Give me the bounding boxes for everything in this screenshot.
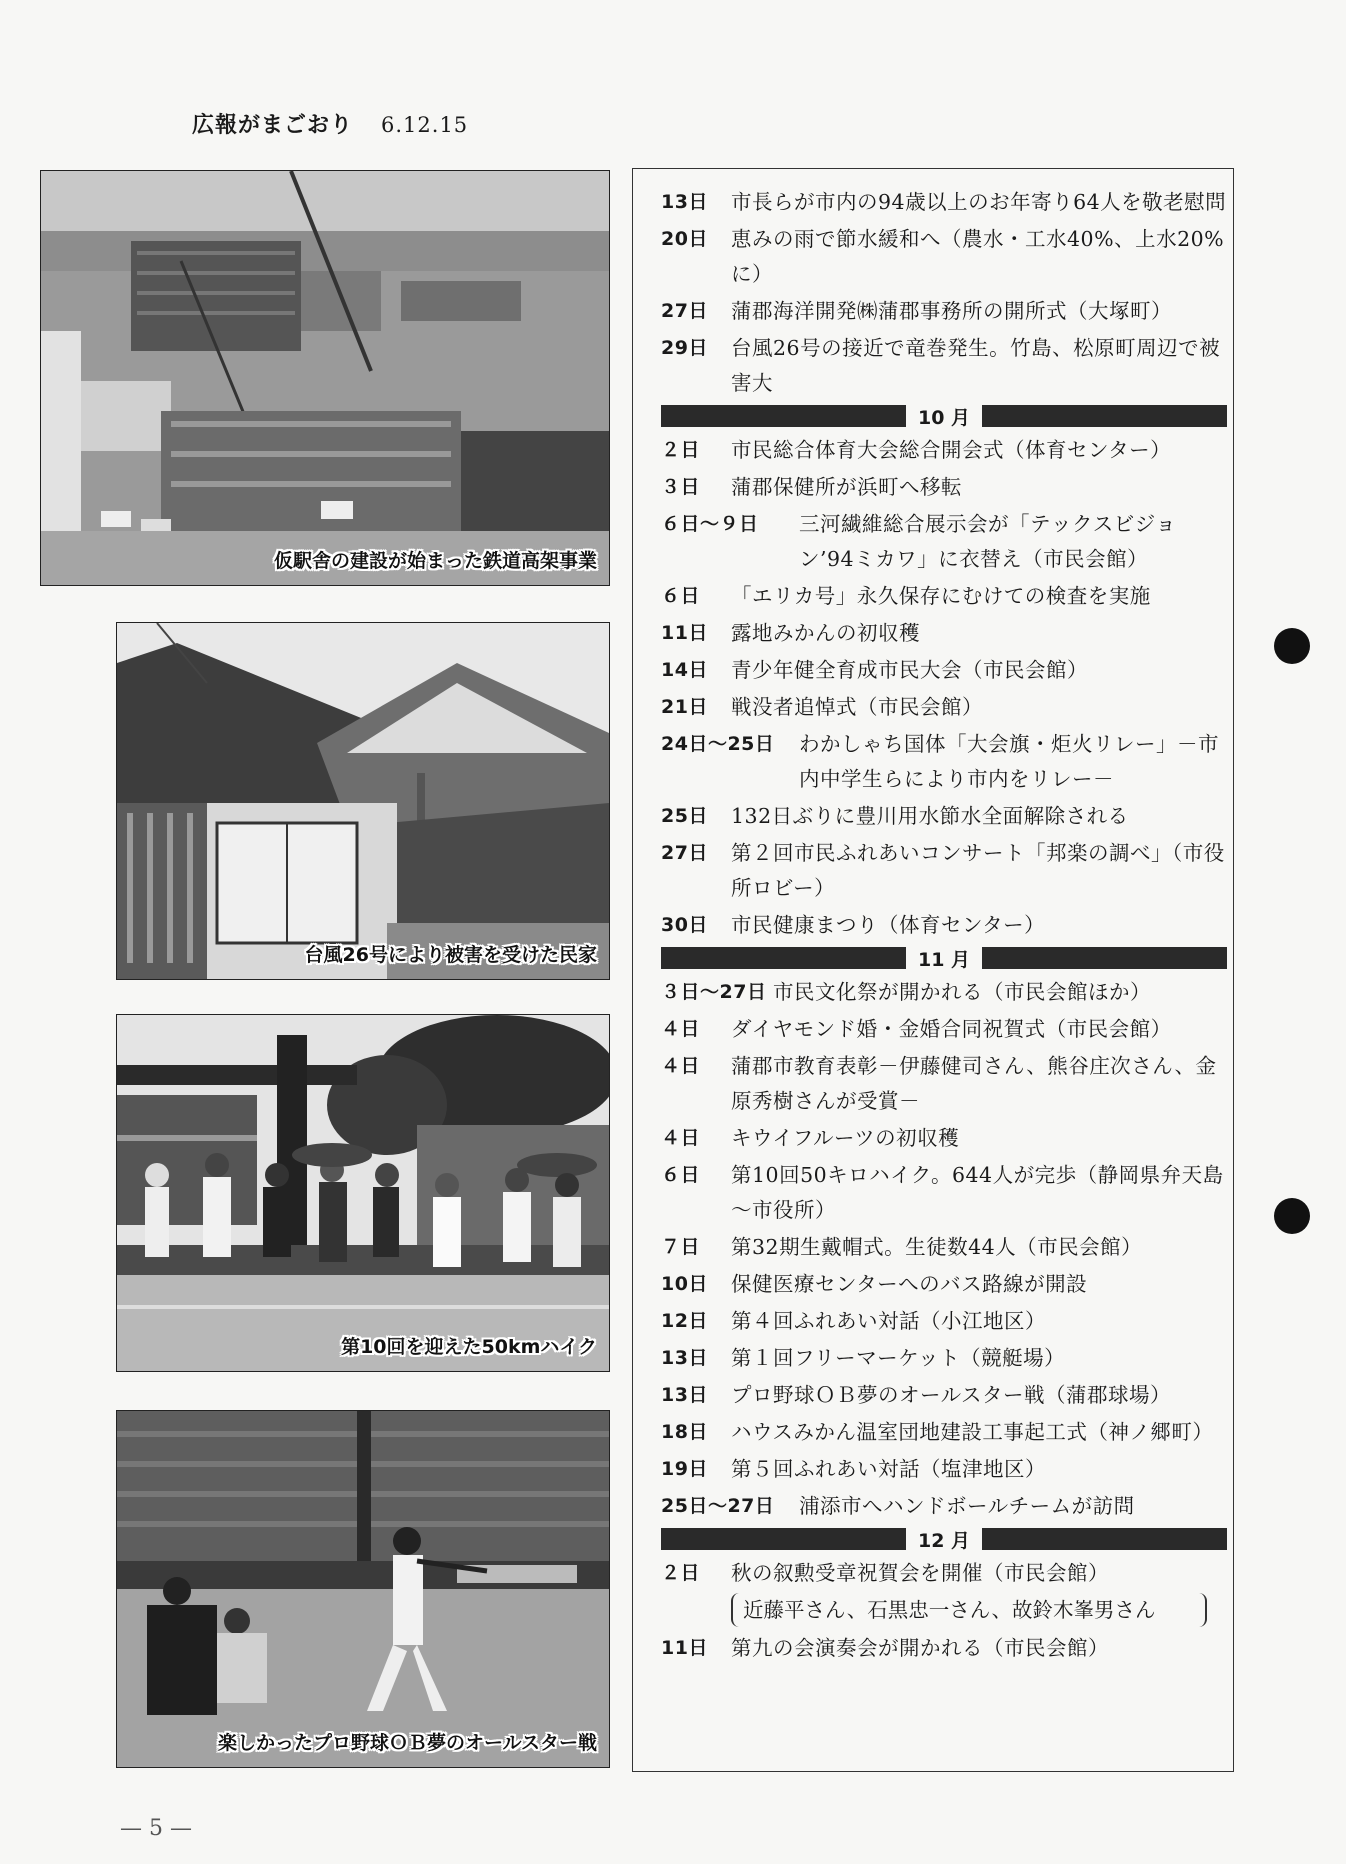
month-bar-right [982,947,1227,969]
photo-caption: 台風26号により被害を受けた民家 [304,944,597,966]
october-entries [661,433,1227,943]
entry-date: ４日 [661,1127,701,1149]
entry-text: わかしゃち国体「大会旗・炬火リレー」－市内中学生らにより市内をリレー－ [799,732,1219,791]
entry-date: ４日 [661,1018,701,1040]
entry-date: 30日 [661,914,708,936]
timeline-entry [661,975,1227,1010]
entry-date: 21日 [661,696,708,718]
timeline-entry [661,908,1227,943]
entry-text: 戦没者追悼式（市民会館） [731,695,983,719]
timeline-entry [661,1304,1227,1339]
timeline-entry [661,1489,1227,1524]
month-header-november [661,945,1227,971]
timeline-entry [661,616,1227,651]
entry-text: 市民文化祭が開かれる（市民会館ほか） [773,980,1151,1004]
entry-text: 第10回50キロハイク。644人が完歩（静岡県弁天島～市役所） [731,1163,1224,1222]
issue-date: 6.12.15 [381,113,469,137]
month-header-december [661,1526,1227,1552]
timeline-entry [661,1452,1227,1487]
binder-hole-top [1274,628,1310,664]
entry-text: 秋の叙勲受章祝賀会を開催（市民会館） [731,1561,1109,1585]
entry-date: 13日 [661,191,708,213]
timeline-entry [661,185,1227,220]
binder-hole-bottom [1274,1198,1310,1234]
entry-date: ７日 [661,1236,701,1258]
entry-text: 台風26号の接近で竜巻発生。竹島、松原町周辺で被害大 [731,336,1221,395]
photo-caption: 第10回を迎えた50kmハイク [341,1336,597,1358]
month-header-october [661,403,1227,429]
entry-text: 保健医療センターへのバス路線が開設 [731,1272,1088,1296]
timeline-entry [661,1631,1227,1666]
entry-text: 浦添市へハンドボールチームが訪問 [799,1494,1135,1518]
entry-text: 蒲郡保健所が浜町へ移転 [731,475,962,499]
entry-date: 25日～27日 [661,1495,775,1517]
entry-date: ６日 [661,1164,701,1186]
honoree-names: 近藤平さん、石黒忠一さん、故鈴木峯男さん [731,1593,1207,1627]
entry-text: 市長らが市内の94歳以上のお年寄り64人を敬老慰問 [731,190,1227,214]
entry-text: 露地みかんの初収穫 [731,621,920,645]
timeline-entry [661,1415,1227,1450]
timeline-entry [661,1012,1227,1047]
timeline-entry [661,727,1227,797]
month-bar-left [661,947,906,969]
month-label: 10 月 [917,406,971,429]
timeline-entry [661,507,1227,577]
entry-date: 24日～25日 [661,733,775,755]
entry-text: 第１回フリーマーケット（競艇場） [731,1346,1066,1370]
baseball-image [117,1411,609,1767]
entry-text: 第４回ふれあい対話（小江地区） [731,1309,1046,1333]
entry-text: 第５回ふれあい対話（塩津地区） [731,1457,1046,1481]
entry-text: 「エリカ号」永久保存にむけての検査を実施 [731,584,1151,608]
month-bar-right [982,405,1227,427]
timeline-entry [661,579,1227,614]
entry-text: 蒲郡市教育表彰－伊藤健司さん、熊谷庄次さん、金原秀樹さんが受賞－ [731,1054,1217,1113]
entry-text: ダイヤモンド婚・金婚合同祝賀式（市民会館） [731,1017,1172,1041]
entry-date: 20日 [661,228,708,250]
entry-text: 青少年健全育成市民大会（市民会館） [731,658,1088,682]
entry-date: 27日 [661,300,708,322]
entry-date: 13日 [661,1384,708,1406]
entry-date: 11日 [661,622,708,644]
entry-date: ３日～27日 [661,981,767,1003]
entry-text: キウイフルーツの初収穫 [731,1126,960,1150]
november-entries [661,975,1227,1524]
month-bar-left [661,405,906,427]
page-number: — 5 — [120,1816,192,1841]
entry-date: 29日 [661,337,708,359]
entry-text: 132日ぶりに豊川用水節水全面解除される [731,804,1129,828]
entry-date: 12日 [661,1310,708,1332]
timeline-entry [661,1158,1227,1228]
timeline-entry [661,1341,1227,1376]
entry-text: 蒲郡海洋開発㈱蒲郡事務所の開所式（大塚町） [731,299,1172,323]
photo-baseball-allstar [116,1410,610,1768]
entry-text: 三河繊維総合展示会が「テックスビジョン’94ミカワ」に衣替え（市民会館） [799,512,1177,571]
entry-date: 19日 [661,1458,708,1480]
entry-date: 25日 [661,805,708,827]
timeline-entry [661,836,1227,906]
timeline-entry [661,294,1227,329]
september-entries [661,185,1227,401]
timeline-entry [661,653,1227,688]
timeline-entry [661,799,1227,834]
photo-typhoon-damage [116,622,610,980]
typhoon-damage-image [117,623,609,979]
entry-date: 13日 [661,1347,708,1369]
timeline-entry [661,1267,1227,1302]
timeline-entry [661,1049,1227,1119]
entry-date: ２日 [661,1562,701,1584]
entry-date: 18日 [661,1421,708,1443]
timeline-entry [661,331,1227,401]
timeline-entry [661,1556,1227,1591]
timeline-entry [661,1230,1227,1265]
page-header [192,108,468,139]
hike-image [117,1015,609,1371]
timeline-entry [661,222,1227,292]
entry-date: 27日 [661,842,708,864]
railway-construction-image [41,171,609,585]
entry-date: ４日 [661,1055,701,1077]
month-label: 11 月 [917,948,971,971]
timeline-entry [661,1121,1227,1156]
entry-text: 第九の会演奏会が開かれる（市民会館） [731,1636,1109,1660]
entry-date: 14日 [661,659,708,681]
photo-railway-construction [40,170,610,586]
entry-text: 第32期生戴帽式。生徒数44人（市民会館） [731,1235,1143,1259]
entry-text: 市民健康まつり（体育センター） [731,913,1046,937]
entry-date: 11日 [661,1637,708,1659]
entry-text: 恵みの雨で節水緩和へ（農水・工水40%、上水20%に） [731,227,1225,286]
events-timeline [632,168,1234,1772]
timeline-entry [661,470,1227,505]
entry-text: ハウスみかん温室団地建設工事起工式（神ノ郷町） [731,1420,1214,1444]
entry-date: 10日 [661,1273,708,1295]
entry-text: 市民総合体育大会総合開会式（体育センター） [731,438,1172,462]
entry-text: プロ野球ＯＢ夢のオールスター戦（蒲郡球場） [731,1383,1171,1407]
timeline-entry [661,433,1227,468]
month-bar-right [982,1528,1227,1550]
photo-caption: 仮駅舎の建設が始まった鉄道高架事業 [273,550,597,572]
photo-50km-hike [116,1014,610,1372]
entry-date: ３日 [661,476,701,498]
timeline-entry [661,690,1227,725]
photo-caption: 楽しかったプロ野球ＯＢ夢のオールスター戦 [217,1732,597,1754]
newsletter-title: 広報がまごおり [192,113,354,138]
entry-date: ６日 [661,585,701,607]
entry-date: ６日～９日 [661,513,759,535]
timeline-entry [661,1378,1227,1413]
entry-text: 第２回市民ふれあいコンサート「邦楽の調べ」（市役所ロビー） [731,841,1225,900]
entry-date: ２日 [661,439,701,461]
month-label: 12 月 [917,1529,971,1552]
month-bar-left [661,1528,906,1550]
december-entries [661,1556,1227,1666]
